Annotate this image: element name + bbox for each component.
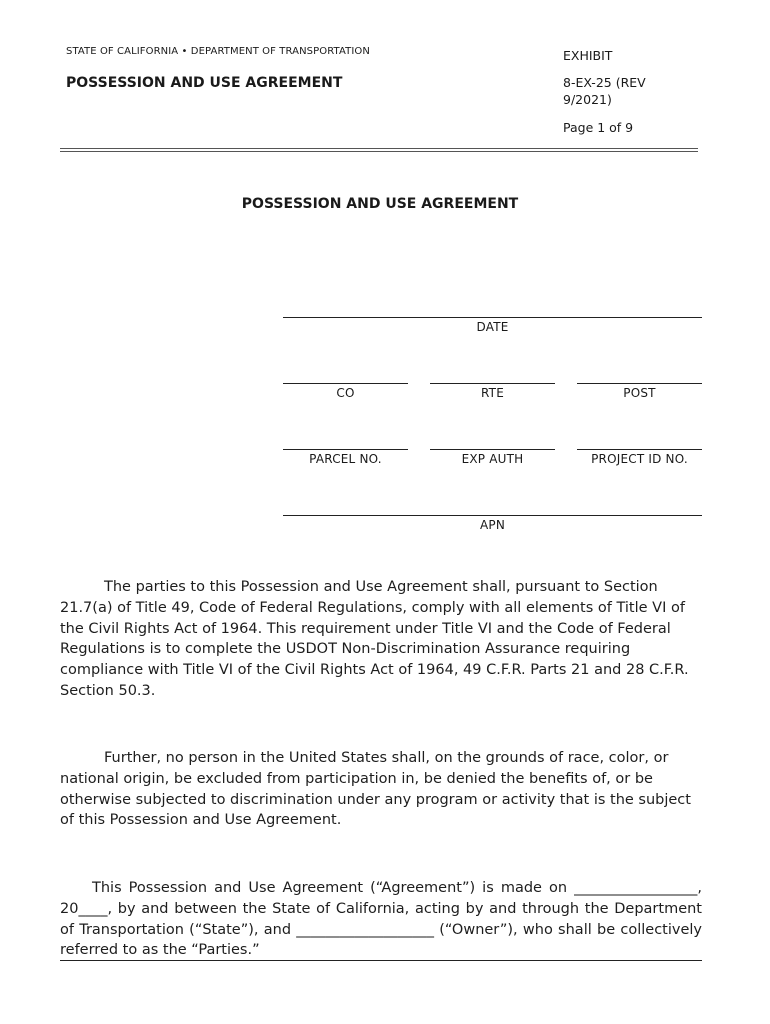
page-number: Page 1 of 9 (563, 120, 634, 135)
exhibit-label: EXHIBIT (563, 48, 613, 63)
document-title: POSSESSION AND USE AGREEMENT (241, 196, 519, 212)
form-revision: 8-EX-25 (REV 9/2021) (563, 75, 646, 107)
bottom-rule (60, 960, 702, 961)
civil-rights-paragraph (60, 577, 702, 702)
agreement-parties-paragraph (60, 878, 702, 961)
header-divider (60, 148, 698, 152)
paragraph-text: This Possession and Use Agreement (“Agreement”) is made on _________________, 20____, by and between the State of California, acting by and through the Department of Transportation (“State”), and ___________________ (“Owner”), who shall be collectively referred to as the “Parties.” (60, 880, 702, 959)
form-title: POSSESSION AND USE AGREEMENT (66, 75, 343, 91)
date-field: DATE (283, 317, 702, 334)
paragraph-text: The parties to this Possession and Use Agreement shall, pursuant to Section 21.7(a) of Title 49, Code of Federal Regulations, comply with all elements of Title VI of the Civil Rights Act of 1964. This requirement under Title VI and the Code of Federal Regulations is to complete the USDOT Non-Discrimination Assurance requiring compliance with Title VI of the Civil Rights Act of 1964, 49 C.F.R. Parts 21 and 28 C.F.R. Section 50.3. (60, 579, 689, 699)
rte-field: RTE (430, 383, 555, 400)
paragraph-text: Further, no person in the United States shall, on the grounds of race, color, or national origin, be excluded from participation in, be denied the benefits of, or be otherwise subjected to discrimination under any program or activity that is the subject of this Possession and Use Agreement. (60, 750, 691, 829)
co-field: CO (283, 383, 408, 400)
exp-auth-field: EXP AUTH (430, 449, 555, 466)
project-id-field: PROJECT ID NO. (577, 449, 702, 466)
parcel-no-field: PARCEL NO. (283, 449, 408, 466)
agency-header: STATE OF CALIFORNIA • DEPARTMENT OF TRANSPORTATION (66, 46, 370, 57)
post-field: POST (577, 383, 702, 400)
nondiscrimination-paragraph (60, 748, 702, 831)
apn-field: APN (283, 515, 702, 532)
